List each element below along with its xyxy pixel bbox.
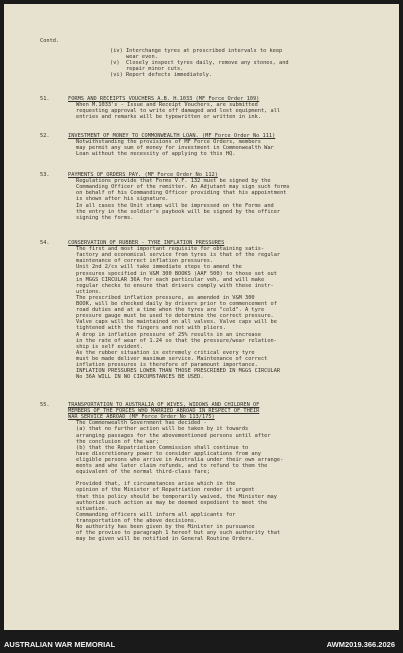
body-line: A drop in inflation pressure of 25% results in an increase xyxy=(76,331,261,338)
body-line: (a) that no further action will be taken by it towards xyxy=(76,426,249,433)
section-heading: INVESTMENT OF MONEY TO COMMONWEALTH LOAN. (MF Force Order No 111) xyxy=(68,133,276,139)
footer-institution: AUSTRALIAN WAR MEMORIAL xyxy=(4,640,116,649)
body-line: tightened with the fingers and not with pliers. xyxy=(76,325,226,332)
body-line: factory and economical service from tyres is that of the regular xyxy=(76,252,281,259)
body-line: of the proviso to paragraph 1 hereof but any such authority that xyxy=(76,530,281,537)
body-line: pressure gauge must be used to determine the correct pressure. xyxy=(76,313,274,320)
body-line: road duties and at a time when the tyres are "cold". A tyre xyxy=(76,307,265,314)
body-line: As the rubber situation is extremely critical every tyre xyxy=(76,349,255,356)
body-line: When M.1033's - Issue and Receipt Vouchers, are submitted xyxy=(76,102,258,109)
body-line: Provided that, if circumstances arise which in the xyxy=(76,481,236,488)
section-heading: PAYMENTS OF ORDERS PAY. (MF Force Order No 112) xyxy=(68,172,218,178)
footer-bar xyxy=(0,634,403,653)
page-header: Contd. xyxy=(40,38,60,44)
body-line: (iv) Interchange tyres at prescribed intervals to keep xyxy=(110,48,283,54)
body-line: transportation of the above decisions. xyxy=(76,517,198,524)
body-line: Commanding officers will inform all applicants for xyxy=(76,511,236,518)
body-line: may be given will be notified in General Routine Orders. xyxy=(76,536,255,543)
section-heading: FORMS AND RECEIPTS VOUCHERS A.B. H.1033 (MF Force Order 109) xyxy=(68,96,260,102)
body-line: must be made deliver maximum service. Maintenance of correct xyxy=(76,355,268,362)
section-number: 55. xyxy=(40,402,50,408)
body-line: pressures specified in V&M 300 BOOKS (AAF 500) to those set out xyxy=(76,270,277,277)
body-line: requesting approval to write off damaged and lost equipment, all xyxy=(76,108,281,115)
body-line: eligible persons who arrive in Australia under their own arrange- xyxy=(76,456,284,463)
body-line: No 36A WILL IN NO CIRCUMSTANCES BE USED. xyxy=(76,374,204,381)
section-number: 54. xyxy=(40,240,50,246)
body-line: authorize such action as may be deemed expedient to meet the xyxy=(76,499,268,506)
footer-accession: AWM2019.366.2026 xyxy=(326,640,395,649)
body-line: BOOK, will be checked daily by drivers prior to commencement of xyxy=(76,301,277,307)
section-heading: TRANSPORTATION TO AUSTRALIA OF WIVES, WIDOWS AND CHILDREN OF MEMBERS OF THE FORCES WHO MARRIED ABROAD IN RESPECT OF THEIR WAR SERVICE ABROAD (MF Force Order No 113/175) xyxy=(68,402,260,421)
body-line: have discretionary power to consider applications from any xyxy=(76,450,261,457)
body-line: signing the forms. xyxy=(76,214,134,221)
body-line: the entry in the soldier's paybook will be signed by the officer xyxy=(76,208,281,215)
body-line: ship is self evident. xyxy=(76,343,143,350)
section-heading: CONSERVATION OF RUBBER - TYRE INFLATION PRESSURES xyxy=(68,240,225,246)
body-line: may permit any sum of money for investment in Commonwealth War xyxy=(76,145,274,152)
body-line: arranging passages for the abovementioned persons until after xyxy=(76,432,271,439)
body-line: Valve caps will be maintained on all valves. Valve caps will be xyxy=(76,319,277,326)
body-line: situation. xyxy=(76,505,108,512)
body-line: Regulations provide that Forms V.F. 132 must be signed by the xyxy=(76,178,271,185)
body-line: regular checks to ensure that drivers comply with these instr- xyxy=(76,282,274,289)
body-line: maintenance of correct inflation pressures. xyxy=(76,258,214,265)
body-line: The Commonwealth Government has decided - xyxy=(76,420,207,427)
body-line: (vi) Report defects immediately. xyxy=(110,72,213,79)
body-line: repair minor cuts. xyxy=(110,66,184,73)
body-line: In all cases the Unit stamp will be impressed on the Forms and xyxy=(76,202,274,209)
body-line: entries and remarks will be typewritten or written in ink. xyxy=(76,114,261,121)
document-page xyxy=(4,4,399,630)
body-line: inflation pressures is therefore of paramount importance. xyxy=(76,362,258,368)
body-line: is shown after his signature. xyxy=(76,196,169,203)
body-line: (v) Closely inspect tyres daily, remove any stones, and xyxy=(110,60,289,67)
body-line: No authority has been given by the Minister in pursuance xyxy=(76,524,255,530)
body-line: in the rate of wear of 1.24 so that the pressure/wear relation- xyxy=(76,337,277,344)
body-line: that this policy should be temporarily waived, the Minister may xyxy=(76,493,277,500)
section-number: 51. xyxy=(40,96,50,102)
body-line: Notwithstanding the provisions of MF Force Orders, members xyxy=(76,139,261,146)
body-line: INFLATION PRESSURES LOWER THAN THOSE PRESCRIBED IN MGGS CIRCULAR xyxy=(76,368,281,375)
body-line: on behalf of his Commanding Officer providing that his appointment xyxy=(76,190,287,197)
body-line: ments and who later claim refunds, and to refund to them the xyxy=(76,463,268,469)
body-line: Unit 2nd 2/cs will take immediate steps to amend the xyxy=(76,264,242,271)
body-line: the conclusion of the war; xyxy=(76,438,159,445)
section-number: 52. xyxy=(40,133,50,139)
body-line: The prescribed inflation pressure, as amended in V&M 300 xyxy=(76,294,255,301)
body-line: Loan without the necessity of applying to this HQ. xyxy=(76,151,236,158)
section-number: 53. xyxy=(40,172,50,178)
body-line: opinion of the Minister of Repatriation render it urgent xyxy=(76,487,255,494)
body-line: equivalent of the normal third-class fare; xyxy=(76,469,210,476)
body-line: uctions. xyxy=(76,288,102,295)
body-line: in MGGS CIRCULAR 36A for each particular veh, and will make xyxy=(76,276,265,283)
body-line: (b) that the Repatriation Commission shall continue to xyxy=(76,444,249,451)
body-line: Commanding Officer of the remitter. An Adjutant may sign such forms xyxy=(76,184,290,191)
body-line: The first and most important requisite for obtaining satis- xyxy=(76,246,265,253)
body-line: wear even. xyxy=(110,54,158,61)
